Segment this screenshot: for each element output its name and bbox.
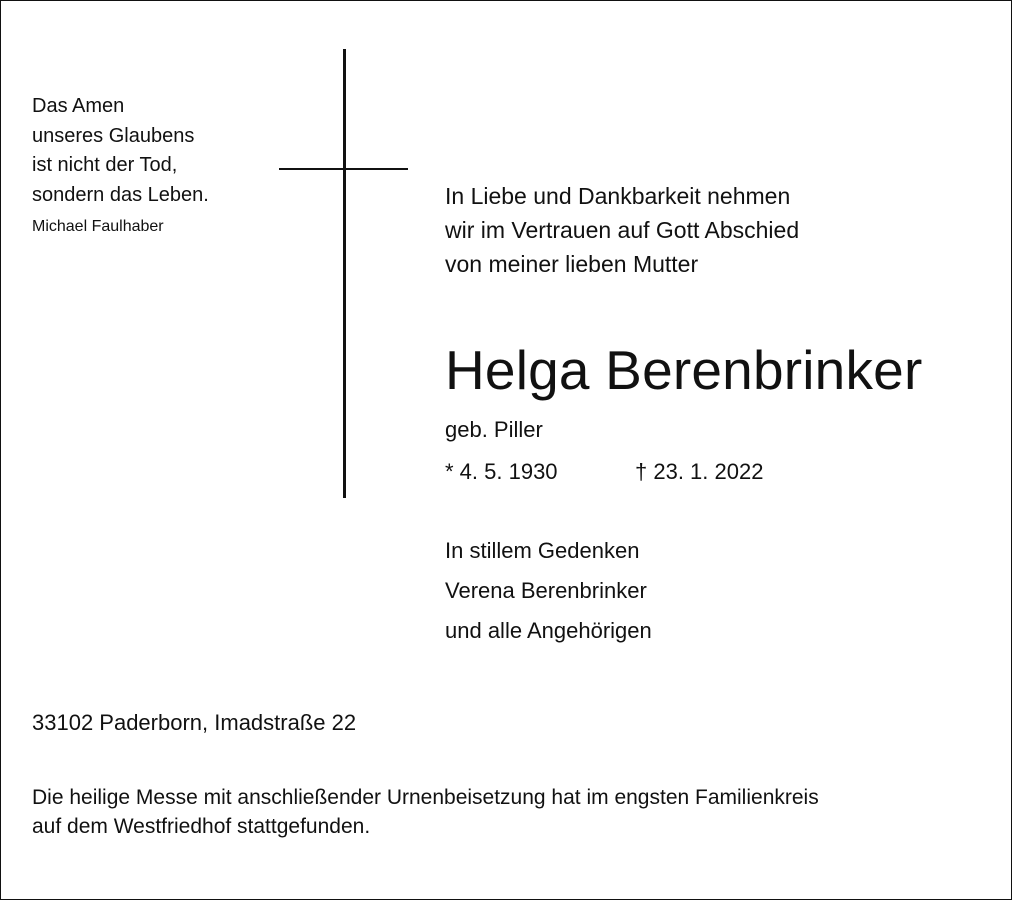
quote-author: Michael Faulhaber (32, 218, 164, 235)
cross-icon-crossbar (279, 168, 408, 170)
intro-text (445, 179, 985, 281)
deceased-name: Helga Berenbrinker (445, 339, 923, 401)
mourners-block (445, 531, 985, 651)
maiden-name: geb. Piller (445, 417, 543, 442)
intro-line: von meiner lieben Mutter (445, 251, 699, 277)
birth-date: * 4. 5. 1930 (445, 459, 558, 484)
quote-line: Das Amen (32, 95, 125, 117)
mourners-line: Verena Berenbrinker (445, 578, 647, 603)
address: 33102 Paderborn, Imadstraße 22 (32, 710, 357, 735)
quote-line: ist nicht der Tod, (32, 154, 178, 176)
cross-icon (343, 49, 346, 498)
intro-line: wir im Vertrauen auf Gott Abschied (445, 217, 800, 243)
mourners-line: und alle Angehörigen (445, 618, 652, 643)
funeral-note-line: Die heilige Messe mit anschließender Urnenbeisetzung hat im engsten Familienkreis (32, 786, 819, 809)
intro-line: In Liebe und Dankbarkeit nehmen (445, 183, 791, 209)
quote-line: unseres Glaubens (32, 124, 195, 147)
mourners-line: In stillem Gedenken (445, 538, 640, 563)
quote-line: sondern das Leben. (32, 183, 209, 206)
funeral-note (32, 783, 982, 841)
funeral-note-line: auf dem Westfriedhof stattgefunden. (32, 815, 371, 838)
death-date: † 23. 1. 2022 (635, 459, 764, 484)
quote-block (32, 92, 252, 238)
